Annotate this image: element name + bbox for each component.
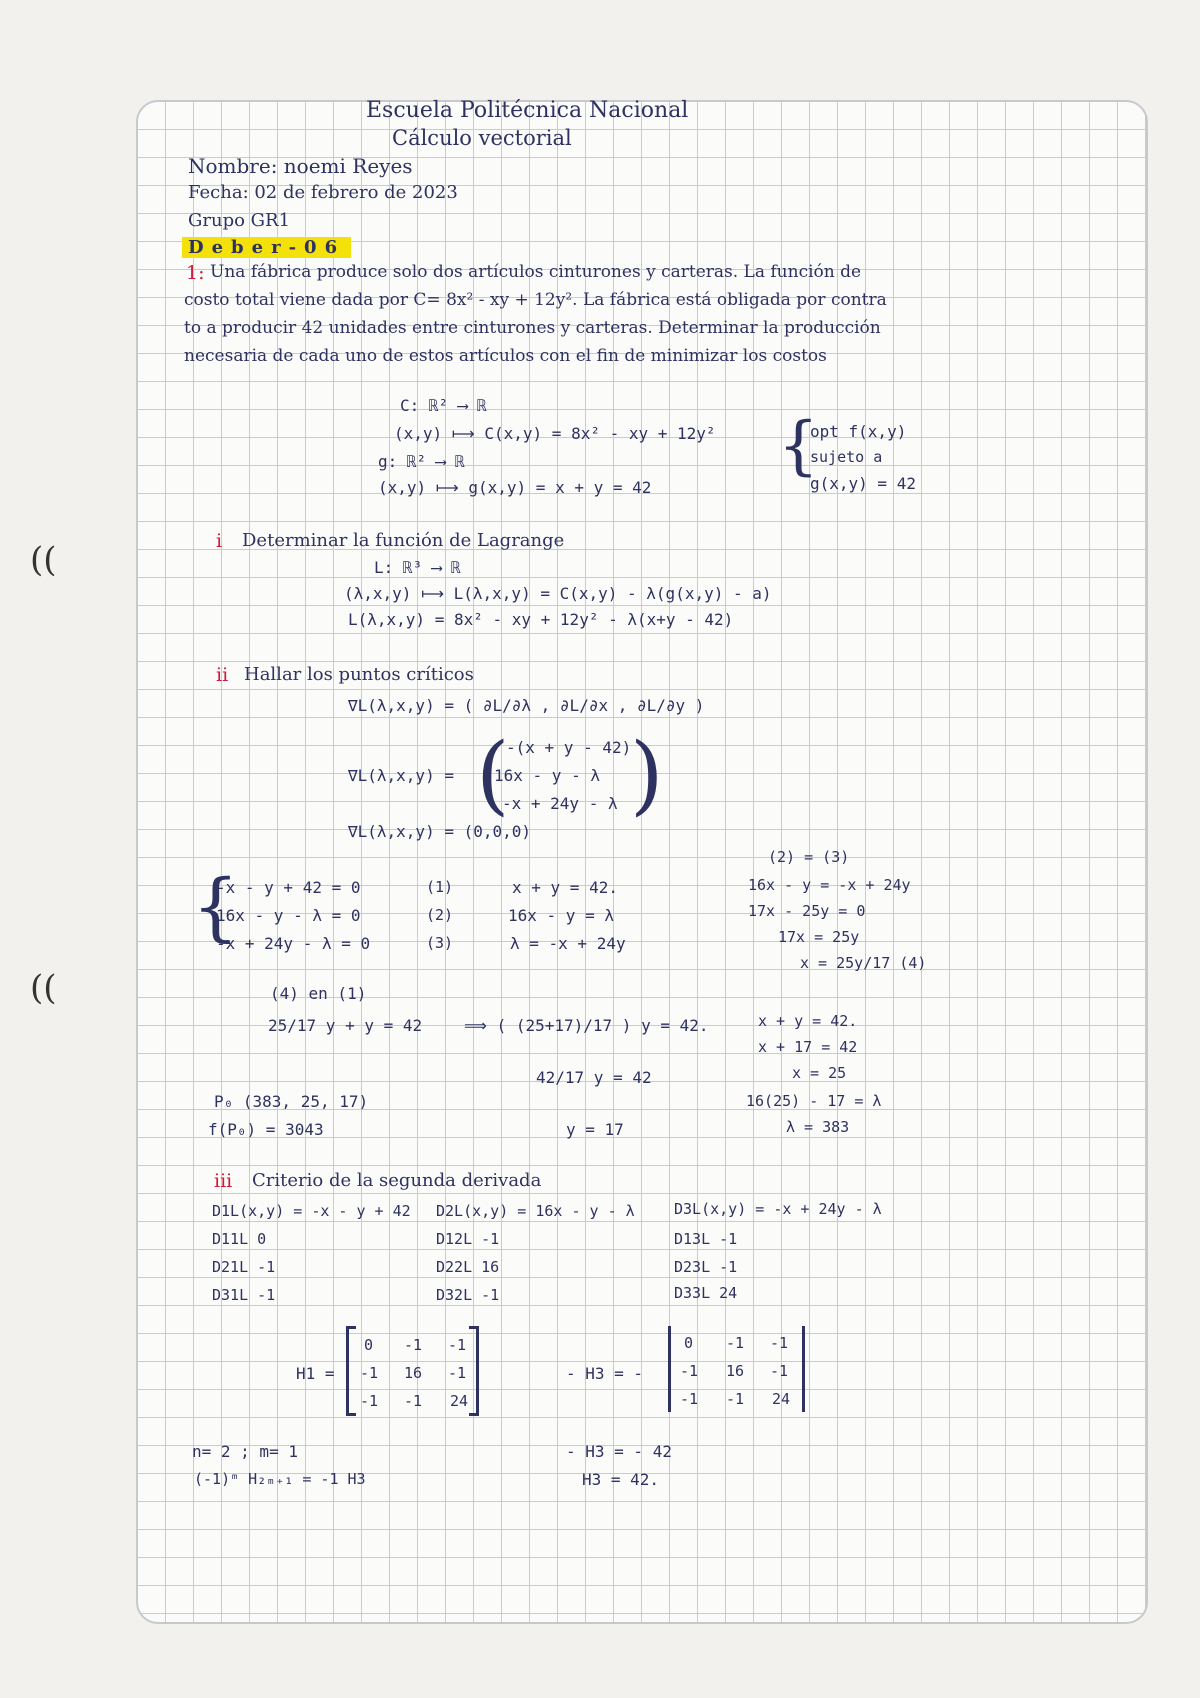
solved-equation: x + y = 42. — [512, 878, 618, 897]
problem-line: to a producir 42 unidades entre cinturones y carteras. Determinar la producción — [184, 318, 881, 338]
lagrange-map: L: ℝ³ ⟶ ℝ — [374, 558, 461, 577]
matrix-cell: -1 — [448, 1336, 467, 1354]
paren-left: ( — [476, 725, 510, 825]
back-substitution: x = 25 — [792, 1064, 847, 1082]
derivative: D31L -1 — [212, 1286, 276, 1304]
back-substitution: x + 17 = 42 — [758, 1038, 858, 1056]
critical-point: P₀ (383, 25, 17) — [214, 1092, 369, 1111]
dimensions: n= 2 ; m= 1 — [192, 1442, 298, 1461]
equation: -x + 24y - λ = 0 — [216, 934, 371, 953]
matrix-cell: -1 — [360, 1364, 379, 1382]
back-substitution: x + y = 42. — [758, 1012, 858, 1030]
brace: { — [778, 409, 819, 483]
map-g: g: ℝ² ⟶ ℝ — [378, 452, 465, 471]
derivation-step: 17x - 25y = 0 — [748, 902, 866, 920]
derivation-step: (2) = (3) — [768, 848, 850, 866]
problem-number: 1: — [186, 262, 205, 284]
student-name: Nombre: noemi Reyes — [188, 154, 413, 178]
group: Grupo GR1 — [188, 210, 291, 231]
part-ii-title: Hallar los puntos críticos — [244, 664, 474, 685]
margin-mark: (( — [30, 968, 57, 1008]
equation-tag: (2) — [426, 906, 454, 924]
equation: 16x - y - λ = 0 — [216, 906, 361, 925]
matrix-cell: -1 — [404, 1336, 423, 1354]
matrix-cell: 0 — [684, 1334, 694, 1352]
problem-line: Una fábrica produce solo dos artículos cinturones y carteras. La función de — [210, 262, 862, 282]
matrix-cell: -1 — [680, 1362, 699, 1380]
matrix-cell: 0 — [364, 1336, 374, 1354]
paren-right: ) — [630, 725, 664, 825]
derivative: D1L(x,y) = -x - y + 42 — [212, 1202, 411, 1220]
part-iii-title: Criterio de la segunda derivada — [252, 1170, 542, 1191]
substitution-step: 42/17 y = 42 — [536, 1068, 652, 1087]
derivation-step: 17x = 25y — [778, 928, 860, 946]
gradient-row: 16x - y - λ — [494, 766, 600, 785]
substitution-title: (4) en (1) — [270, 984, 367, 1003]
opt-line: opt f(x,y) — [810, 422, 907, 441]
back-substitution: 16(25) - 17 = λ — [746, 1092, 882, 1110]
bracket-right — [469, 1326, 479, 1329]
derivative: D2L(x,y) = 16x - y - λ — [436, 1202, 635, 1220]
matrix-cell: 16 — [726, 1362, 745, 1380]
system-brace: { — [192, 864, 240, 950]
matrix-cell: 24 — [772, 1390, 791, 1408]
derivative: D21L -1 — [212, 1258, 276, 1276]
part-ii-label: ii — [216, 664, 229, 686]
subject-to: sujeto a — [810, 448, 883, 466]
equation-tag: (3) — [426, 934, 454, 952]
h3-label: - H3 = - — [566, 1364, 644, 1383]
bracket-right — [476, 1326, 479, 1416]
bracket-left — [346, 1326, 349, 1416]
derivative: D11L 0 — [212, 1230, 267, 1248]
back-substitution: λ = 383 — [786, 1118, 850, 1136]
function-value: f(P₀) = 3043 — [208, 1120, 324, 1139]
derivative: D23L -1 — [674, 1258, 738, 1276]
solved-equation: λ = -x + 24y — [510, 934, 626, 953]
derivative: D32L -1 — [436, 1286, 500, 1304]
part-i-label: i — [216, 530, 223, 552]
equation: -x - y + 42 = 0 — [216, 878, 361, 897]
derivative: D33L 24 — [674, 1284, 738, 1302]
hessian-formula: (-1)ᵐ H₂ₘ₊₁ = -1 H3 — [194, 1470, 366, 1488]
solution-y: y = 17 — [566, 1120, 624, 1139]
derivative: D13L -1 — [674, 1230, 738, 1248]
matrix-cell: -1 — [680, 1390, 699, 1408]
date: Fecha: 02 de febrero de 2023 — [188, 182, 458, 203]
school-title: Escuela Politécnica Nacional — [366, 98, 689, 123]
lagrange-def: (λ,x,y) ⟼ L(λ,x,y) = C(x,y) - λ(g(x,y) - a) — [344, 584, 772, 603]
lagrange-expanded: L(λ,x,y) = 8x² - xy + 12y² - λ(x+y - 42) — [348, 610, 734, 629]
derivation-step: x = 25y/17 (4) — [800, 954, 927, 972]
part-iii-label: iii — [214, 1170, 233, 1192]
gradient-row: -(x + y - 42) — [506, 738, 632, 757]
bracket-left — [346, 1413, 356, 1416]
solved-equation: 16x - y = λ — [508, 906, 614, 925]
cost-function: (x,y) ⟼ C(x,y) = 8x² - xy + 12y² — [394, 424, 716, 443]
assignment-label: Deber-06 — [182, 237, 351, 258]
constraint-function: (x,y) ⟼ g(x,y) = x + y = 42 — [378, 478, 652, 497]
equation-tag: (1) — [426, 878, 454, 896]
course-title: Cálculo vectorial — [392, 126, 572, 150]
bracket-left — [346, 1326, 356, 1329]
matrix-cell: -1 — [404, 1392, 423, 1410]
derivative: D12L -1 — [436, 1230, 500, 1248]
det-bar — [802, 1326, 805, 1412]
map-C: C: ℝ² ⟶ ℝ — [400, 396, 487, 415]
matrix-cell: -1 — [360, 1392, 379, 1410]
part-i-title: Determinar la función de Lagrange — [242, 530, 565, 551]
substitution-step: 25/17 y + y = 42 — [268, 1016, 423, 1035]
problem-line: necesaria de cada uno de estos artículos con el fin de minimizar los costos — [184, 346, 827, 366]
gradient-definition: ∇L(λ,x,y) = ( ∂L/∂λ , ∂L/∂x , ∂L/∂y ) — [348, 696, 705, 715]
gradient-row: -x + 24y - λ — [502, 794, 618, 813]
graph-paper-page — [136, 100, 1148, 1624]
matrix-cell: 16 — [404, 1364, 423, 1382]
matrix-cell: 24 — [450, 1392, 469, 1410]
determinant-result: H3 = 42. — [582, 1470, 660, 1489]
constraint-line: g(x,y) = 42 — [810, 474, 916, 493]
matrix-cell: -1 — [448, 1364, 467, 1382]
margin-mark: (( — [30, 540, 57, 580]
gradient-zero: ∇L(λ,x,y) = (0,0,0) — [348, 822, 532, 841]
bracket-right — [469, 1413, 479, 1416]
matrix-cell: -1 — [770, 1362, 789, 1380]
matrix-cell: -1 — [770, 1334, 789, 1352]
det-bar — [668, 1326, 671, 1412]
derivation-step: 16x - y = -x + 24y — [748, 876, 911, 894]
determinant-result: - H3 = - 42 — [566, 1442, 672, 1461]
substitution-step: ⟹ ( (25+17)/17 ) y = 42. — [464, 1016, 709, 1035]
matrix-cell: -1 — [726, 1390, 745, 1408]
matrix-cell: -1 — [726, 1334, 745, 1352]
problem-line: costo total viene dada por C= 8x² - xy + 12y². La fábrica está obligada por contra — [184, 290, 887, 310]
derivative: D22L 16 — [436, 1258, 500, 1276]
h1-label: H1 = — [296, 1364, 335, 1383]
derivative: D3L(x,y) = -x + 24y - λ — [674, 1200, 882, 1218]
gradient-lhs: ∇L(λ,x,y) = — [348, 766, 454, 785]
